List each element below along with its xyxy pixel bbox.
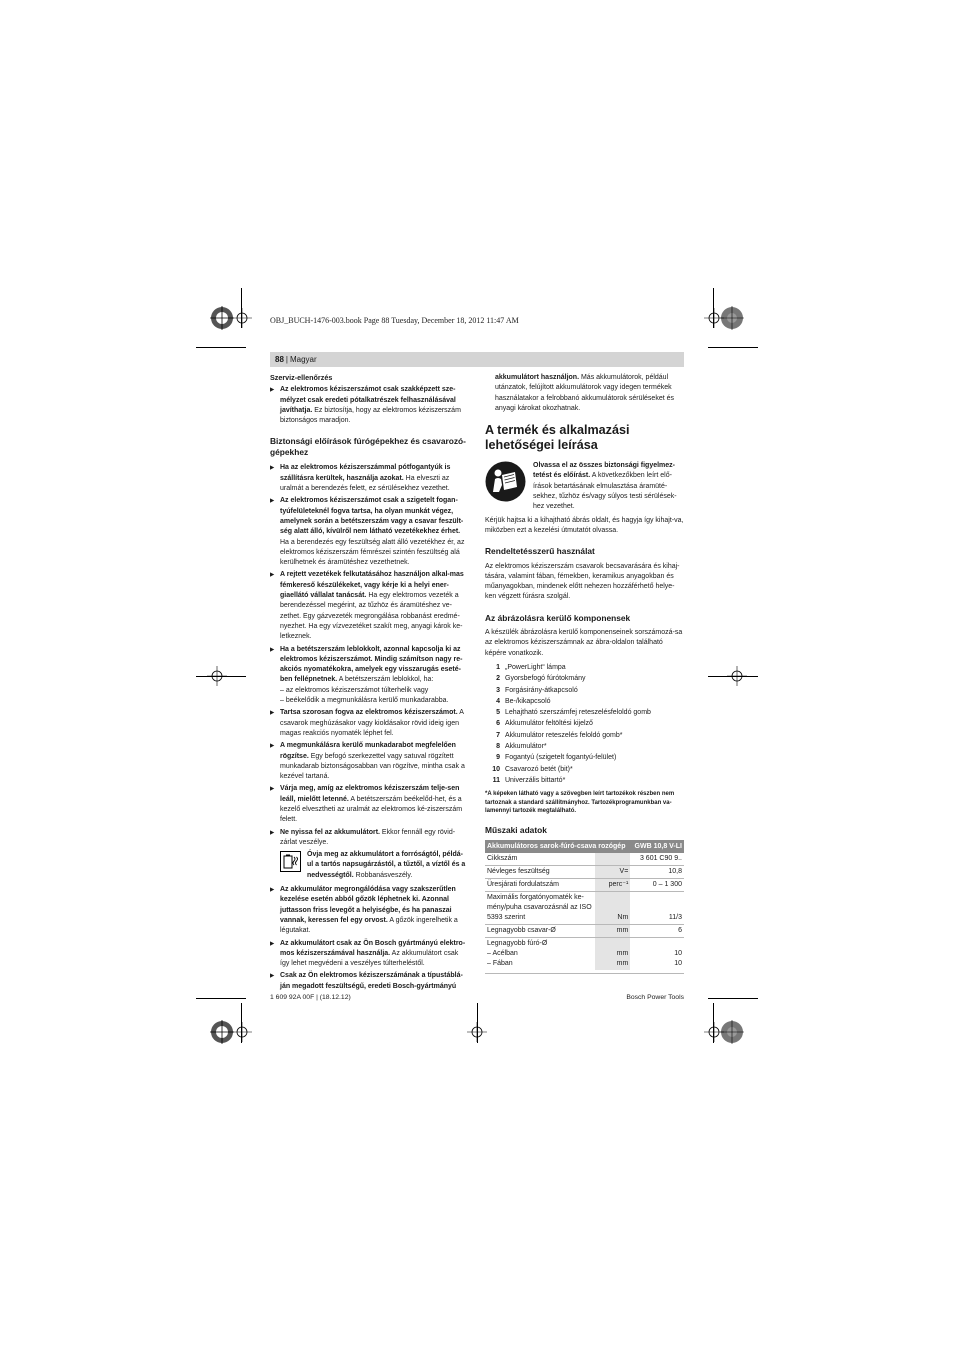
read-manual-icon — [485, 461, 526, 502]
item-number: 1 — [496, 663, 500, 671]
page-number: 88 — [275, 355, 284, 364]
list-item — [485, 764, 684, 775]
row-value: 0 – 1 300 — [630, 879, 684, 892]
list-item — [485, 662, 684, 673]
item-label: Be-/kikapcsoló — [505, 697, 551, 705]
safety-bullet — [270, 645, 469, 707]
service-heading: Szerviz-ellenőrzés — [270, 373, 333, 382]
sub-label: – Acélban — [487, 950, 518, 958]
item-label: Gyorsbefogó fúrótokmány — [505, 675, 586, 683]
bullet-text: Ha a berendezés egy feszültség alatt álló vezetékhez ér, az elektromos kéziszerszám fémrészei szintén feszültség alá kerülhetnek és áramütéshez vezethetnek. — [280, 538, 465, 567]
list-item — [485, 685, 684, 696]
notice-rest: A következőkben leírt elő-írások betartásának elmulasztása áramüté-sekhez, tűzhöz és/vagy súlyos testi sérülések-hez vezethet. — [533, 472, 677, 511]
bullet-bold: Ne nyissa fel az akkumulátort. — [280, 828, 380, 836]
intended-use-heading: Rendeltetésszerű használat — [485, 546, 595, 557]
item-label: Fogantyú (szigetelt fogantyú-felület) — [505, 754, 617, 762]
bullet-bold: Várja meg, amíg az elektromos kéziszerszám telje-sen leáll, mielőtt letenné. — [280, 785, 460, 803]
crosshair-mark-icon — [727, 666, 747, 686]
row-unit: mm — [595, 925, 631, 938]
item-number: 9 — [496, 754, 500, 762]
battery-bullet — [270, 939, 469, 970]
row-label: Üresjárati fordulatszám — [485, 879, 595, 892]
book-header: OBJ_BUCH-1476-003.book Page 88 Tuesday, December 18, 2012 11:47 AM — [270, 316, 519, 325]
item-label: „PowerLight“ lámpa — [505, 663, 566, 671]
bullet-bold: A megmunkálásra kerülő munkadarabot megfelelően rögzítse. — [280, 742, 456, 760]
list-item — [485, 707, 684, 718]
bullet-bold: Ha a betétszerszám leblokkolt, azonnal kapcsolja ki az elektromos kéziszerszámot. Mindig számítson nagy re-akciós nyomatékokra, amelyek egy visszarugás eseté-ben fellépnetnek. — [280, 645, 463, 684]
bullet-text: A betétszerszám beékelőd-het, és a kezelő elvesztheti az uralmát az elektromos ké-ziszerszám felett. — [280, 795, 463, 824]
bullet-text: A betétszerszám leblokkol, ha: — [337, 676, 434, 684]
header-separator: | — [285, 355, 288, 364]
row-label: Névleges feszültség — [485, 866, 595, 879]
group-label: Legnagyobb fúró-Ø — [487, 940, 548, 948]
row-label: Legnagyobb csavar-Ø — [485, 925, 595, 938]
list-item — [485, 775, 684, 786]
registration-mark-icon — [210, 1020, 234, 1044]
components-intro: A készülék ábrázolásra kerülő komponenseinek sorszámozá-sa az elektromos kéziszerszámnak az ábra-oldalon található képére vonatkozik. — [485, 629, 683, 657]
sub-value: 10 — [674, 950, 682, 958]
list-item — [485, 741, 684, 752]
row-unit: perc⁻¹ — [595, 879, 631, 892]
table-header-model: GWB 10,8 V-LI — [630, 840, 684, 853]
item-number: 6 — [496, 720, 500, 728]
heat-notice — [270, 850, 469, 881]
footer-doc-id: 1 609 92A 00F | (18.12.12) — [270, 994, 351, 1001]
item-number: 2 — [496, 675, 500, 683]
sub-unit: mm — [616, 960, 629, 968]
list-item — [485, 696, 684, 707]
crosshair-mark-icon — [232, 1022, 252, 1042]
table-row — [485, 925, 684, 938]
safety-bullet — [270, 496, 469, 568]
table-row — [485, 892, 684, 925]
safety-bullet — [270, 828, 469, 849]
notice-rest: Robbanásveszély. — [353, 871, 413, 879]
bullet-bold: Az akkumulátort csak az Ön Bosch gyártmányú elektro-mos kéziszerszámával használja. — [280, 939, 466, 957]
bullet-text: A gőzök ingerelhetik a légutakat. — [280, 916, 458, 935]
footer-brand: Bosch Power Tools — [626, 994, 684, 1001]
crosshair-mark-icon — [207, 666, 227, 686]
components-heading: Az ábrázolásra kerülő komponensek — [485, 612, 631, 623]
battery-heat-warning-icon — [280, 851, 301, 872]
safety-heading: Biztonsági előírások fúrógépekhez és csavarozó-gépekhez — [270, 436, 466, 457]
safety-bullet — [270, 570, 469, 642]
crosshair-mark-icon — [704, 1022, 724, 1042]
item-label: Akkumulátor* — [505, 743, 547, 751]
table-bottom-rule — [485, 970, 684, 974]
service-bullet — [270, 385, 469, 426]
row-value: 11/3 — [630, 892, 684, 925]
item-label: Forgásirány-átkapcsoló — [505, 686, 578, 694]
bullet-text: A csavarok meghúzásakor vagy kioldásakor rövid ideig igen magas reakciós nyomaték léphet fel. — [280, 709, 464, 737]
page-header — [270, 352, 684, 367]
sub-label: – Fában — [487, 960, 513, 968]
notice-bold: Óvja meg az akkumulátort a forróságtól, példá-ul a tartós napsugárzástól, a tűztől, a víztől és a nedvességtől. — [307, 851, 466, 879]
item-number: 3 — [496, 686, 500, 694]
item-label: Csavarozó betét (bit)* — [505, 765, 573, 773]
row-label — [485, 938, 595, 971]
bullet-text: Az akkumulátort csak így lehet megvédeni a veszélyes túlterheléstől. — [280, 949, 459, 968]
notice-text — [533, 461, 684, 512]
safety-bullet — [270, 463, 469, 494]
row-value — [630, 938, 684, 971]
row-unit: Nm — [595, 892, 631, 925]
bullet-bold: Az elektromos kéziszerszámot csak a szigetelt fogan-tyúfelületeknél fogva tartsa, ha olyan munkát végez, amelynek során a betétszerszám vagy a csavar feszült-ség alatt álló, kívülről nem látható vezetékekhez érhet. — [280, 497, 464, 536]
bullet-bold: A rejtett vezetékek felkutatásához használjon alkal-mas fémkereső készülékeket, vagy kérje ki a helyi ener-giaellátó vállalat tanácsát. — [280, 571, 464, 600]
sub-item: – az elektromos kéziszerszámot túlterhelik vagy — [280, 686, 429, 694]
left-column — [270, 373, 469, 994]
item-number: 5 — [496, 709, 500, 717]
row-label: Cikkszám — [485, 853, 595, 866]
accessories-footnote: *A képeken látható vagy a szövegben leírt tartozékok részben nem tartoznak a standard szállítmányhoz. Tartozékprogramunkban va-lamennyi tartozék megtalálható. — [485, 791, 675, 814]
bullet-text: Egy befogó szerkezettel vagy satuval rögzített munkadarab biztonságosabban van rögzítve, mintha csak a kezével tartaná. — [280, 752, 465, 781]
bullet-bold: Az akkumulátor megrongálódása vagy szakszerűtlen kezelése esetén abból gőzök léphetnek ki. Azonnal juttasson friss levegőt a helyiségbe, és ha panaszai vannak, keressen fel egy orvost. — [280, 886, 456, 924]
table-header-row — [485, 840, 684, 853]
item-number: 11 — [492, 776, 500, 784]
battery-bullet — [270, 971, 469, 992]
tech-data-heading: Műszaki adatok — [485, 825, 547, 836]
bullet-bold: Ha az elektromos kéziszerszámmal pótfogantyúk is szállításra kerültek, használja azokat. — [280, 464, 451, 482]
item-number: 7 — [496, 731, 500, 739]
bullet-text: Ekkor fennáll egy rövid-zárlat veszélye. — [280, 828, 456, 846]
sub-value: 10 — [674, 960, 682, 968]
item-label: Akkumulátor feltöltési kijelző — [505, 720, 593, 728]
bullet-bold: Tartsa szorosan fogva az elektromos kéziszerszámot. — [280, 709, 458, 717]
row-value: 10,8 — [630, 866, 684, 879]
list-item — [485, 752, 684, 763]
list-item — [485, 673, 684, 684]
item-number: 4 — [496, 697, 500, 705]
section-title: A termék és alkalmazási lehetőségei leírása — [485, 423, 630, 453]
bullet-bold: Csak az Ön elektromos kéziszerszámának a típustáblá-ján megadott feszültségű, eredeti Bosch-gyártmányú — [280, 972, 463, 990]
table-row — [485, 938, 684, 971]
intended-use-text: Az elektromos kéziszerszám csavarok becsavarására és kihaj-tására, valamint fában, fémekben, keramikus anyagokban és műanyagokban, mindenek előtt nehezen hozzáférhető helye-ken végzett fúrásra szolgál. — [485, 562, 680, 601]
row-unit — [595, 938, 631, 971]
item-number: 10 — [492, 765, 500, 773]
crosshair-mark-icon — [232, 308, 252, 328]
table-row — [485, 879, 684, 892]
row-value: 3 601 C90 9.. — [630, 853, 684, 866]
right-column — [485, 373, 684, 974]
item-number: 8 — [496, 743, 500, 751]
table-row — [485, 853, 684, 866]
notice-text — [307, 850, 469, 881]
table-row — [485, 866, 684, 879]
notice-bold: Olvassa el az összes biztonsági figyelmez-tetést és előírást. — [533, 462, 675, 480]
safety-bullet — [270, 784, 469, 825]
list-item — [485, 730, 684, 741]
page-language: Magyar — [289, 355, 317, 364]
bullet-text: Ez biztosítja, hogy az elektromos kéziszerszám biztonságos maradjon. — [280, 406, 461, 425]
safety-bullet — [270, 741, 469, 782]
continuation-rest: Más akkumulátorok, például utánzatok, felújított akkumulátorok vagy idegen termékek használatakor a felrobbanó akkumulátorok sérüléseket és anyagi károkat okozhatnak. — [495, 374, 674, 412]
sub-unit: mm — [616, 950, 629, 958]
item-label: Akkumulátor reteszelés feloldó gomb* — [505, 731, 623, 739]
safety-bullet — [270, 708, 469, 739]
battery-bullet — [270, 885, 469, 936]
row-label: Maximális forgatónyomaték ke-mény/puha csavarozásnál az ISO 5393 szerint — [485, 892, 595, 925]
bullet-bold: Az elektromos kéziszerszámot csak szakképzett sze-mélyzet csak eredeti pótalkatrészek felhasználásával javíthatja. — [280, 386, 456, 414]
row-unit — [595, 853, 631, 866]
item-label: Univerzális bittartó* — [505, 776, 566, 784]
tech-data-table — [485, 840, 684, 974]
continuation-bold: akkumulátort használjon. — [495, 374, 580, 381]
crosshair-mark-icon — [704, 308, 724, 328]
read-notice — [485, 461, 684, 512]
bullet-text: Ha egy elektromos vezeték a berendezéssel megérint, az tűzhöz és áramütéshez ve-zethet. Egy gázvezeték megrongálása robbanást eredmé-nyezhet. Ha egy vízvezetéket szakít meg, anyagi károk ke-letkeznek. — [280, 592, 463, 641]
registration-mark-icon — [210, 306, 234, 330]
item-label: Lehajtható szerszámfej reteszelésfeloldó gomb — [505, 709, 651, 717]
continuation-text — [485, 373, 684, 414]
table-header-label: Akkumulátoros sarok-fúró-csava rozógép — [485, 840, 630, 853]
bullet-text: Ha elveszti az uralmát a berendezés felett, ez sérülésekhez vezethet. — [280, 474, 450, 493]
components-list — [485, 662, 684, 786]
row-unit: V= — [595, 866, 631, 879]
row-value: 6 — [630, 925, 684, 938]
crosshair-mark-icon — [467, 1022, 487, 1042]
sub-item: – beékelődik a megmunkálásra kerülő munkadarabba. — [280, 697, 449, 705]
list-item — [485, 718, 684, 729]
fold-out-text: Kérjük hajtsa ki a kihajtható ábrás oldalt, és hagyja így kihajt-va, miközben ezt a kezelési útmutatót olvassa. — [485, 516, 684, 534]
